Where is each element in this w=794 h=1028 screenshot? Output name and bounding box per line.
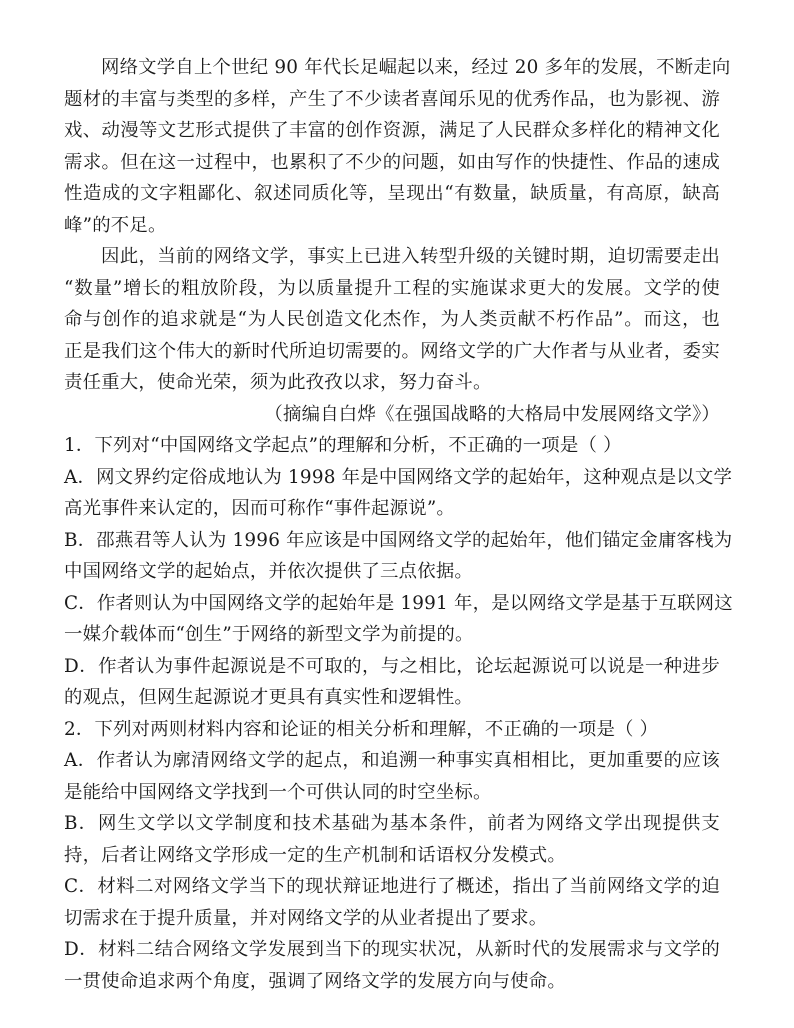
option-c[interactable] [64, 588, 733, 651]
option-line: B．邵燕君等人认为 1996 年应该是中国网络文学的起始年，他们锚定金庸客栈为 [64, 529, 733, 551]
text-line: 性造成的文字粗鄙化、叙述同质化等，呈现出“有数量，缺质量，有高原，缺高 [64, 183, 720, 204]
option-line: B．网生文学以文学制度和技术基础为基本条件，前者为网络文学出现提供支 [64, 813, 720, 834]
option-line: A．网文界约定俗成地认为 1998 年是中国网络文学的起始年，这种观点是以文学 [64, 466, 733, 488]
option-line: D．作者认为事件起源说是不可取的，与之相比，论坛起源说可以说是一种进步 [64, 655, 720, 677]
option-d[interactable] [64, 934, 720, 997]
exam-page [64, 52, 733, 997]
option-line: A．作者认为廓清网络文学的起点，和追溯一种事实真相相比，更加重要的应该 [64, 750, 720, 771]
option-b[interactable] [64, 808, 720, 871]
question-2 [64, 714, 720, 998]
text-line: 命与创作的追求就是“为人民创造文化杰作，为人类贡献不朽作品”。而这，也 [64, 309, 720, 330]
text-line: 责任重大，使命光荣，须为此孜孜以求，努力奋斗。 [64, 372, 492, 393]
text-line: “数量”增长的粗放阶段，为以质量提升工程的实施谋求更大的发展。文学的使 [64, 277, 720, 299]
text-line: 因此，当前的网络文学，事实上已进入转型升级的关键时期，迫切需要走出 [101, 246, 720, 267]
text-line: 戏、动漫等文艺形式提供了丰富的创作资源，满足了人民群众多样化的精神文化 [64, 120, 720, 141]
passage-paragraph [64, 241, 720, 399]
option-d[interactable] [64, 651, 720, 714]
option-line: 一媒介载体而“创生”于网络的新型文学为前提的。 [64, 624, 474, 645]
text-line: 正是我们这个伟大的新时代所迫切需要的。网络文学的广大作者与从业者，委实 [64, 340, 720, 362]
option-line: C．材料二对网络文学当下的现状辩证地进行了概述，指出了当前网络文学的迫 [64, 876, 720, 897]
option-b[interactable] [64, 525, 733, 588]
text-line: 网络文学自上个世纪 90 年代长足崛起以来，经过 20 多年的发展，不断走向 [101, 57, 731, 78]
option-line: 切需求在于提升质量，并对网络文学的从业者提出了要求。 [64, 907, 548, 929]
text-line: 峰”的不足。 [64, 214, 167, 236]
option-a[interactable] [64, 462, 733, 525]
option-line: 是能给中国网络文学找到一个可供认同的时空坐标。 [64, 781, 492, 803]
option-line: 的观点，但网生起源说才更具有真实性和逻辑性。 [64, 687, 473, 708]
passage-paragraph [64, 52, 731, 241]
question-stem: 1．下列对“中国网络文学起点”的理解和分析，不正确的一项是（ ） [64, 435, 622, 456]
option-line: 一贯使命追求两个角度，强调了网络文学的发展方向与使命。 [64, 970, 566, 992]
option-a[interactable] [64, 745, 720, 808]
question-1 [64, 430, 733, 714]
text-line: 题材的丰富与类型的多样，产生了不少读者喜闻乐见的优秀作品，也为影视、游 [64, 88, 720, 110]
question-stem: 2．下列对两则材料内容和论证的相关分析和理解，不正确的一项是（ ） [64, 718, 659, 740]
passage-source: （摘编自白烨《在强国战略的大格局中发展网络文学》） [264, 403, 720, 425]
text-line: 需求。但在这一过程中，也累积了不少的问题，如由写作的快捷性、作品的速成 [64, 151, 720, 173]
option-line: 中国网络文学的起始点，并依次提供了三点依据。 [64, 561, 473, 582]
option-line: 持，后者让网络文学形成一定的生产机制和话语权分发模式。 [64, 844, 566, 866]
option-line: D．材料二结合网络文学发展到当下的现实状况，从新时代的发展需求与文学的 [64, 939, 720, 960]
option-c[interactable] [64, 871, 720, 934]
option-line: C．作者则认为中国网络文学的起始年是 1991 年，是以网络文学是基于互联网这 [64, 592, 733, 614]
option-line: 高光事件来认定的，因而可称作“事件起源说”。 [64, 498, 456, 519]
